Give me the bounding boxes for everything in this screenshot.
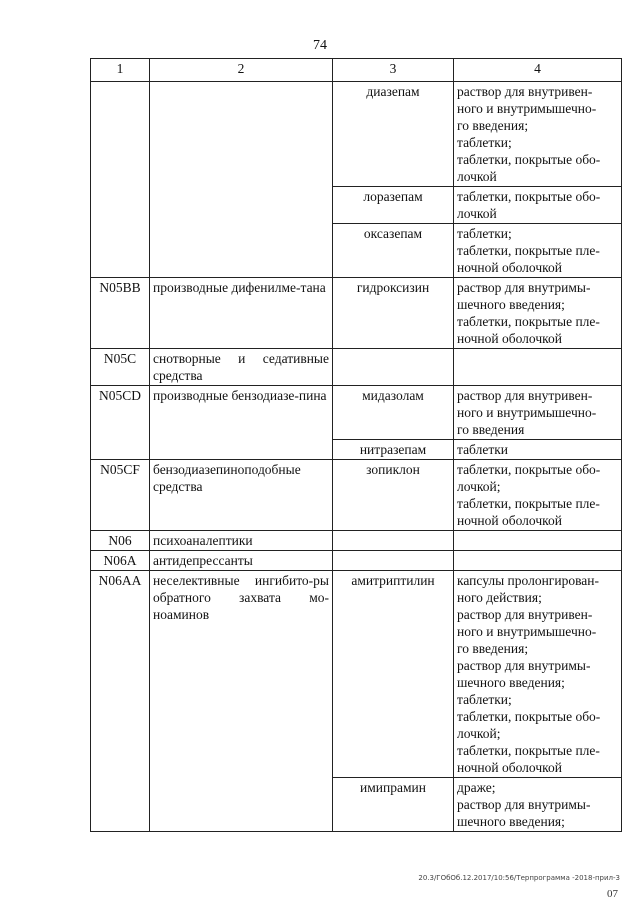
- table-body: [91, 82, 622, 832]
- dosage-forms-cell: [454, 551, 622, 571]
- dosage-form-line: ночной оболочкой: [457, 760, 562, 775]
- dosage-form-line: таблетки: [457, 442, 509, 457]
- dosage-form-line: го введения;: [457, 118, 529, 133]
- dosage-form-line: ного и внутримышечно-: [457, 405, 597, 420]
- dosage-forms-cell: [454, 571, 622, 778]
- dosage-form-line: таблетки;: [457, 135, 512, 150]
- group-name-cell: неселективные ингибито-ры обратного захвата мо-ноаминов: [150, 571, 333, 832]
- header-col-3: 3: [333, 59, 454, 82]
- atc-code-cell: N05CF: [91, 460, 150, 531]
- dosage-form-line: драже;: [457, 780, 496, 795]
- dosage-form-line: таблетки, покрытые пле-: [457, 314, 600, 329]
- dosage-form-line: раствор для внутривен-: [457, 84, 593, 99]
- dosage-form-line: го введения;: [457, 641, 529, 656]
- drug-name-cell: гидроксизин: [333, 278, 454, 349]
- dosage-forms-cell: [454, 531, 622, 551]
- dosage-form-line: ночной оболочкой: [457, 331, 562, 346]
- page-number: 74: [313, 38, 327, 53]
- atc-code-cell: N05CD: [91, 386, 150, 460]
- drug-name-cell: зопиклон: [333, 460, 454, 531]
- drug-name-cell: оксазепам: [333, 224, 454, 278]
- dosage-form-line: таблетки, покрытые обо-: [457, 709, 601, 724]
- drug-name-cell: [333, 349, 454, 386]
- group-name-cell: психоаналептики: [150, 531, 333, 551]
- group-name-cell: снотворные и седативные средства: [150, 349, 333, 386]
- header-col-1: 1: [91, 59, 150, 82]
- table-row: [91, 571, 622, 778]
- table-row: [91, 278, 622, 349]
- drug-name-cell: лоразепам: [333, 187, 454, 224]
- atc-code-cell: N06: [91, 531, 150, 551]
- table-header-row: [91, 59, 622, 82]
- group-name-cell: производные бензодиазе-пина: [150, 386, 333, 460]
- dosage-form-line: таблетки;: [457, 226, 512, 241]
- dosage-form-line: шечного введения;: [457, 814, 565, 829]
- dosage-forms-cell: [454, 349, 622, 386]
- dosage-forms-cell: [454, 187, 622, 224]
- footer-stamp: 20.3/ГОбОб.12.2017/10:56/Терпрограмма -2018-прил-3: [418, 874, 620, 882]
- dosage-form-line: раствор для внутримы-: [457, 280, 591, 295]
- dosage-forms-cell: [454, 778, 622, 832]
- dosage-form-line: лочкой;: [457, 726, 501, 741]
- dosage-forms-cell: [454, 82, 622, 187]
- table-row: [91, 349, 622, 386]
- dosage-form-line: го введения: [457, 422, 525, 437]
- drug-name-cell: диазепам: [333, 82, 454, 187]
- dosage-form-line: раствор для внутривен-: [457, 607, 593, 622]
- dosage-form-line: ного и внутримышечно-: [457, 101, 597, 116]
- group-name-cell: [150, 82, 333, 278]
- dosage-form-line: ного действия;: [457, 590, 542, 605]
- dosage-form-line: таблетки, покрытые обо-: [457, 462, 601, 477]
- atc-code-cell: N06AA: [91, 571, 150, 832]
- drug-name-cell: имипрамин: [333, 778, 454, 832]
- dosage-form-line: раствор для внутримы-: [457, 658, 591, 673]
- dosage-form-line: шечного введения;: [457, 675, 565, 690]
- group-name-cell: производные дифенилме-тана: [150, 278, 333, 349]
- dosage-form-line: лочкой: [457, 206, 497, 221]
- dosage-form-line: таблетки, покрытые пле-: [457, 496, 600, 511]
- table-row: [91, 460, 622, 531]
- dosage-form-line: шечного введения;: [457, 297, 565, 312]
- atc-code-cell: N05C: [91, 349, 150, 386]
- dosage-form-line: таблетки, покрытые обо-: [457, 152, 601, 167]
- drug-name-cell: мидазолам: [333, 386, 454, 440]
- table-row: [91, 82, 622, 187]
- group-name-cell: антидепрессанты: [150, 551, 333, 571]
- header-col-2: 2: [150, 59, 333, 82]
- dosage-form-line: таблетки, покрытые пле-: [457, 243, 600, 258]
- drug-name-cell: [333, 531, 454, 551]
- table-row: [91, 531, 622, 551]
- dosage-forms-cell: [454, 440, 622, 460]
- dosage-form-line: лочкой;: [457, 479, 501, 494]
- drug-name-cell: нитразепам: [333, 440, 454, 460]
- header-col-4: 4: [454, 59, 622, 82]
- atc-code-cell: N05BB: [91, 278, 150, 349]
- dosage-forms-cell: [454, 386, 622, 440]
- drug-table: [90, 58, 622, 832]
- table-row: [91, 551, 622, 571]
- drug-name-cell: [333, 551, 454, 571]
- dosage-forms-cell: [454, 460, 622, 531]
- dosage-forms-cell: [454, 278, 622, 349]
- dosage-form-line: лочкой: [457, 169, 497, 184]
- atc-code-cell: [91, 82, 150, 278]
- dosage-form-line: таблетки, покрытые обо-: [457, 189, 601, 204]
- group-name-cell: бензодиазепиноподобные средства: [150, 460, 333, 531]
- atc-code-cell: N06A: [91, 551, 150, 571]
- dosage-form-line: капсулы пролонгирован-: [457, 573, 599, 588]
- dosage-form-line: ного и внутримышечно-: [457, 624, 597, 639]
- dosage-form-line: раствор для внутримы-: [457, 797, 591, 812]
- dosage-forms-cell: [454, 224, 622, 278]
- dosage-form-line: таблетки;: [457, 692, 512, 707]
- dosage-form-line: ночной оболочкой: [457, 260, 562, 275]
- corner-page-mark: 07: [607, 888, 618, 900]
- dosage-form-line: таблетки, покрытые пле-: [457, 743, 600, 758]
- table-row: [91, 386, 622, 440]
- dosage-form-line: ночной оболочкой: [457, 513, 562, 528]
- drug-name-cell: амитриптилин: [333, 571, 454, 778]
- dosage-form-line: раствор для внутривен-: [457, 388, 593, 403]
